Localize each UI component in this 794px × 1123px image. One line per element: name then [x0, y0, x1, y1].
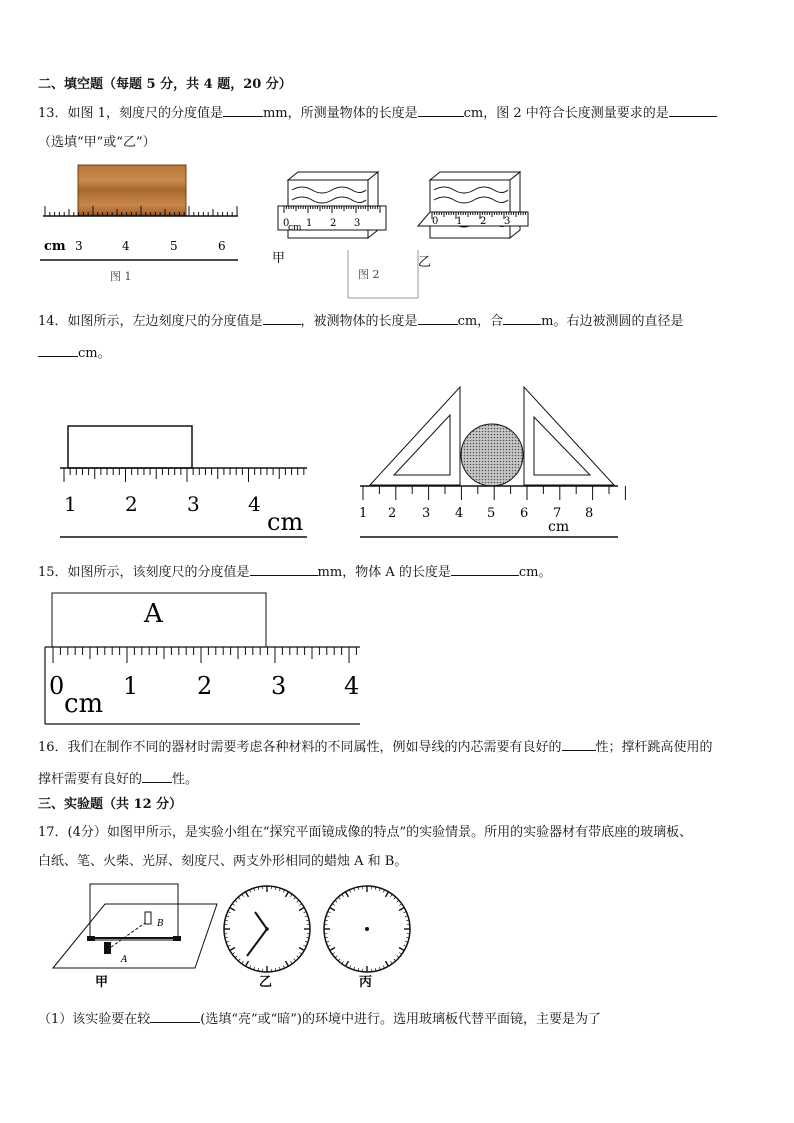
- q14-blank-1[interactable]: [263, 312, 301, 325]
- fig2-jia-tick: 1: [306, 218, 313, 229]
- q15-tick: 2: [197, 672, 213, 700]
- section-heading-fill-in: 二、填空题（每题 5 分，共 4 题，20 分）: [38, 77, 292, 92]
- q17-blank-1[interactable]: [150, 1010, 200, 1023]
- q16-text-d: 性。: [172, 772, 199, 787]
- question-16-line2: [38, 770, 198, 789]
- q14-text-e: cm。: [78, 346, 111, 361]
- q15-tick: 3: [271, 672, 287, 700]
- question-13-line1: [38, 104, 717, 123]
- q14-left-tick: 2: [125, 492, 138, 516]
- q14-blank-2[interactable]: [418, 312, 458, 325]
- fig2-yi-tick: 2: [480, 216, 487, 227]
- q13-text-b: mm，所测量物体的长度是: [262, 106, 418, 121]
- fig2-yi-tick: 0: [432, 216, 439, 227]
- q16-text-a: 16．我们在制作不同的器材时需要考虑各种材料的不同属性，例如导线的内芯需要有良好的: [38, 740, 562, 755]
- q14-right-tick: 4: [455, 506, 464, 521]
- object-a-label: A: [144, 599, 163, 629]
- q14-right-tick: 1: [359, 506, 368, 521]
- question-14-line2: [38, 344, 111, 363]
- question-16-line1: [38, 738, 713, 757]
- fig2-jia-tick: 2: [330, 218, 337, 229]
- question-13-line2: （选填“甲”或“乙”）: [38, 135, 156, 150]
- q15-tick: 4: [344, 672, 360, 700]
- q16-text-c: 撑杆需要有良好的: [38, 772, 143, 787]
- fig2-yi-tick: 1: [456, 216, 463, 227]
- q14-text-c: cm，合: [457, 314, 504, 329]
- candle-b: [145, 912, 151, 924]
- q15-text-a: 15．如图所示，该刻度尺的分度值是: [38, 565, 250, 580]
- q16-blank-1[interactable]: [562, 738, 596, 751]
- figure-2-caption: 图 2: [358, 268, 380, 281]
- q14-text-b: ，被测物体的长度是: [300, 314, 418, 329]
- question-17-line1: 17．(4分）如图甲所示，是实验小组在“探究平面镜成像的特点”的实验情景。所用的实验器材有带底座的玻璃板、: [38, 825, 693, 840]
- candle-a-label: A: [121, 955, 128, 965]
- q15-blank-2[interactable]: [451, 563, 519, 576]
- figure-2-rulers: [270, 170, 540, 300]
- q14-left-tick: 3: [187, 492, 200, 516]
- q14-text-a: 14．如图所示，左边刻度尺的分度值是: [38, 314, 263, 329]
- q15-tick: 0: [49, 672, 65, 700]
- q14-left-tick: 1: [64, 492, 77, 516]
- question-15-line: [38, 563, 551, 582]
- question-14-line1: [38, 312, 684, 331]
- q13-text-c: cm，图 2 中符合长度测量要求的是: [463, 106, 669, 121]
- ruler-yi: [418, 172, 528, 270]
- q14-left-ruler: [55, 420, 315, 540]
- q14-right-unit: cm: [548, 519, 570, 535]
- q15-text-c: cm。: [518, 565, 552, 580]
- fig2-yi-tick: 3: [504, 216, 511, 227]
- question-17-sub1: [38, 1010, 601, 1029]
- q14-right-tick: 8: [585, 506, 594, 521]
- measured-circle: [461, 424, 523, 486]
- figure-bing-label: 丙: [359, 975, 373, 990]
- fig1-tick-label: 3: [75, 239, 83, 253]
- figure-jia-label: 甲: [95, 975, 109, 990]
- wooden-block: [78, 165, 186, 215]
- q15-ruler-figure: [40, 590, 370, 730]
- fig1-tick-label: 4: [122, 239, 130, 253]
- fig2-yi-label: 乙: [418, 255, 432, 270]
- q14-circle-diameter-figure: [358, 385, 628, 545]
- figure-1-caption: 图 1: [110, 270, 132, 283]
- section-heading-experiment: 三、实验题（共 12 分）: [38, 797, 183, 812]
- figure-yi-label: 乙: [259, 975, 273, 990]
- q15-text-b: mm，物体 A 的长度是: [317, 565, 451, 580]
- q15-blank-1[interactable]: [250, 563, 318, 576]
- fig2-jia-unit: cm: [288, 223, 302, 233]
- fig1-tick-label: 6: [218, 239, 226, 253]
- q14-right-tick: 2: [388, 506, 397, 521]
- q13-blank-3[interactable]: [669, 104, 717, 117]
- fig1-tick-label: 5: [170, 239, 178, 253]
- clock-yi: [224, 886, 310, 990]
- q14-blank-4[interactable]: [38, 344, 78, 357]
- fig1-unit-label: cm: [44, 239, 66, 254]
- fig2-jia-tick: 3: [354, 218, 361, 229]
- q17-sub1-text-a: （1）该实验要在较: [38, 1012, 151, 1027]
- fig2-jia-label: 甲: [272, 251, 286, 266]
- q15-tick: 1: [123, 672, 139, 700]
- ruler-jia: [272, 172, 386, 266]
- q16-blank-2[interactable]: [142, 770, 172, 783]
- q17-figures: [45, 882, 425, 992]
- candle-b-label: B: [157, 919, 164, 929]
- q14-right-tick: 3: [422, 506, 431, 521]
- clock-bing: [324, 886, 410, 990]
- fig2-jia-tick: 0: [283, 218, 290, 229]
- q14-right-tick: 5: [487, 506, 496, 521]
- candle-a: [104, 942, 111, 954]
- q14-right-tick: 7: [553, 506, 562, 521]
- mirror-setup-jia: [53, 884, 217, 990]
- figure-1-ruler: [38, 160, 248, 290]
- q16-text-b: 性；撑杆跳高使用的: [595, 740, 713, 755]
- q14-object: [68, 426, 192, 468]
- q14-left-unit: cm: [267, 508, 304, 536]
- q14-blank-3[interactable]: [503, 312, 541, 325]
- q14-left-tick: 4: [248, 492, 261, 516]
- q13-blank-2[interactable]: [418, 104, 464, 117]
- q15-unit: cm: [64, 689, 104, 719]
- q14-right-tick: 6: [520, 506, 529, 521]
- question-17-line2: 白纸、笔、火柴、光屏、刻度尺、两支外形相同的蜡烛 A 和 B。: [38, 854, 408, 869]
- q13-blank-1[interactable]: [223, 104, 263, 117]
- q14-text-d: m。右边被测圆的直径是: [541, 314, 684, 329]
- q13-text-a: 13．如图 1，刻度尺的分度值是: [38, 106, 223, 121]
- q17-sub1-text-b: (选填“亮”或“暗”)的环境中进行。选用玻璃板代替平面镜，主要是为了: [200, 1012, 602, 1027]
